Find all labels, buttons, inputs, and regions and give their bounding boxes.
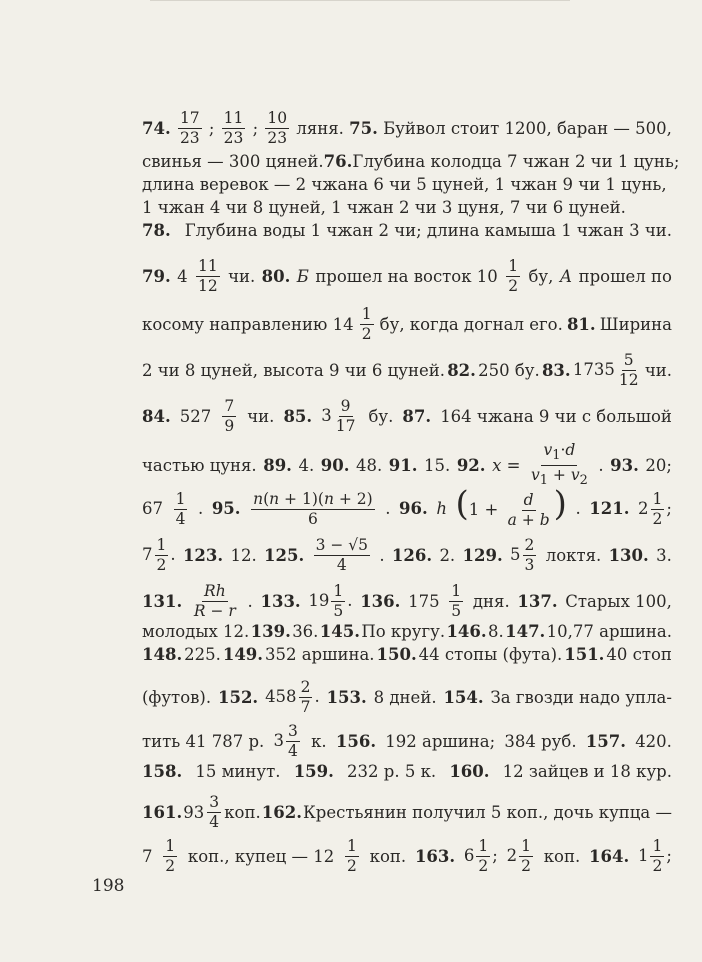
- answer-line: частью цуня. 89. 4. 90. 48. 91. 15. 92. x = $\frac{v_1\cdot d}{v_1 + v_2}$ . 93. 20;: [142, 441, 672, 489]
- answer-line: 158. 15 минут. 159. 232 р. 5 к. 160. 12 зайцев и 18 кур.: [142, 762, 672, 781]
- answer-line: 78. Глубина воды 1 чжан 2 чи; длина камыша 1 чжан 3 чи.: [142, 221, 672, 240]
- answer-line: 79. 4 $\frac{11}{12}$ чи. 80. Б прошел на восток 10 $\frac{1}{2}$ бу, А прошел по: [142, 257, 672, 295]
- answer-line: молодых 12. 139. 36. 145. По кругу. 146. 8. 147. 10,77 аршина.: [142, 622, 672, 641]
- answer-line: 84. 527 $\frac{7}{9}$ чи. 85. 3 $\frac{9}{17}$ бу. 87. 164 чжана 9 чи с большой: [142, 397, 672, 435]
- answer-line: свинья — 300 цяней. 76. Глубина колодца 7 чжан 2 чи 1 цунь;: [142, 152, 680, 171]
- page-edge: [150, 0, 570, 1]
- answer-line: 148. 225. 149. 352 аршина. 150. 44 стопы (фута). 151. 40 стоп: [142, 645, 672, 664]
- answer-line: 161. 93 $\frac{3}{4}$ коп. 162. Крестьянин получил 5 коп., дочь купца —: [142, 793, 672, 831]
- answer-line: 67 $\frac{1}{4}$ . 95. $\frac{n(n + 1)(n + 2)}{6}$ . 96. h (1 + $\frac{d}{a + b}$ ) . 121. 2 $\frac{1}{2}$ ;: [142, 484, 672, 529]
- answer-line: 2 чи 8 цуней, высота 9 чи 6 цуней. 82. 250 бу. 83. 1735 $\frac{5}{12}$ чи.: [142, 351, 672, 389]
- answer-line: 7 $\frac{1}{2}$ коп., купец — 12 $\frac{1}{2}$ коп. 163. 6 $\frac{1}{2}$ ; 2 $\frac{1}{2}$ коп. 164. 1 $\frac{1}{2}$ ;: [142, 837, 672, 875]
- answer-line: 1 чжан 4 чи 8 цуней, 1 чжан 2 чи 3 цуня, 7 чи 6 цуней.: [142, 198, 626, 217]
- answer-line: косому направлению 14 $\frac{1}{2}$ бу, когда догнал его. 81. Ширина: [142, 305, 672, 343]
- answer-line: (футов). 152. 458 $\frac{2}{7}$ . 153. 8 дней. 154. За гвозди надо упла-: [142, 678, 672, 716]
- page-number: 198: [92, 876, 125, 896]
- answer-line: 131. $\frac{Rh}{R - r}$ . 133. 19 $\frac{1}{5}$ . 136. 175 $\frac{1}{5}$ дня. 137. Старых 100,: [142, 582, 672, 620]
- answer-line: 74. $\frac{17}{23}$ ; $\frac{11}{23}$ ; $\frac{10}{23}$ ляня. 75. Буйвол стоит 1200, баран — 500,: [142, 109, 672, 147]
- answer-line: 7 $\frac{1}{2}$ . 123. 12. 125. $\frac{3 - √5}{4}$ . 126. 2. 129. 5 $\frac{2}{3}$ локтя. 130. 3.: [142, 536, 672, 574]
- answer-line: длина веревок — 2 чжана 6 чи 5 цуней, 1 чжан 9 чи 1 цунь,: [142, 175, 667, 194]
- answer-line: тить 41 787 р. 3 $\frac{3}{4}$ к. 156. 192 аршина; 384 руб. 157. 420.: [142, 722, 672, 760]
